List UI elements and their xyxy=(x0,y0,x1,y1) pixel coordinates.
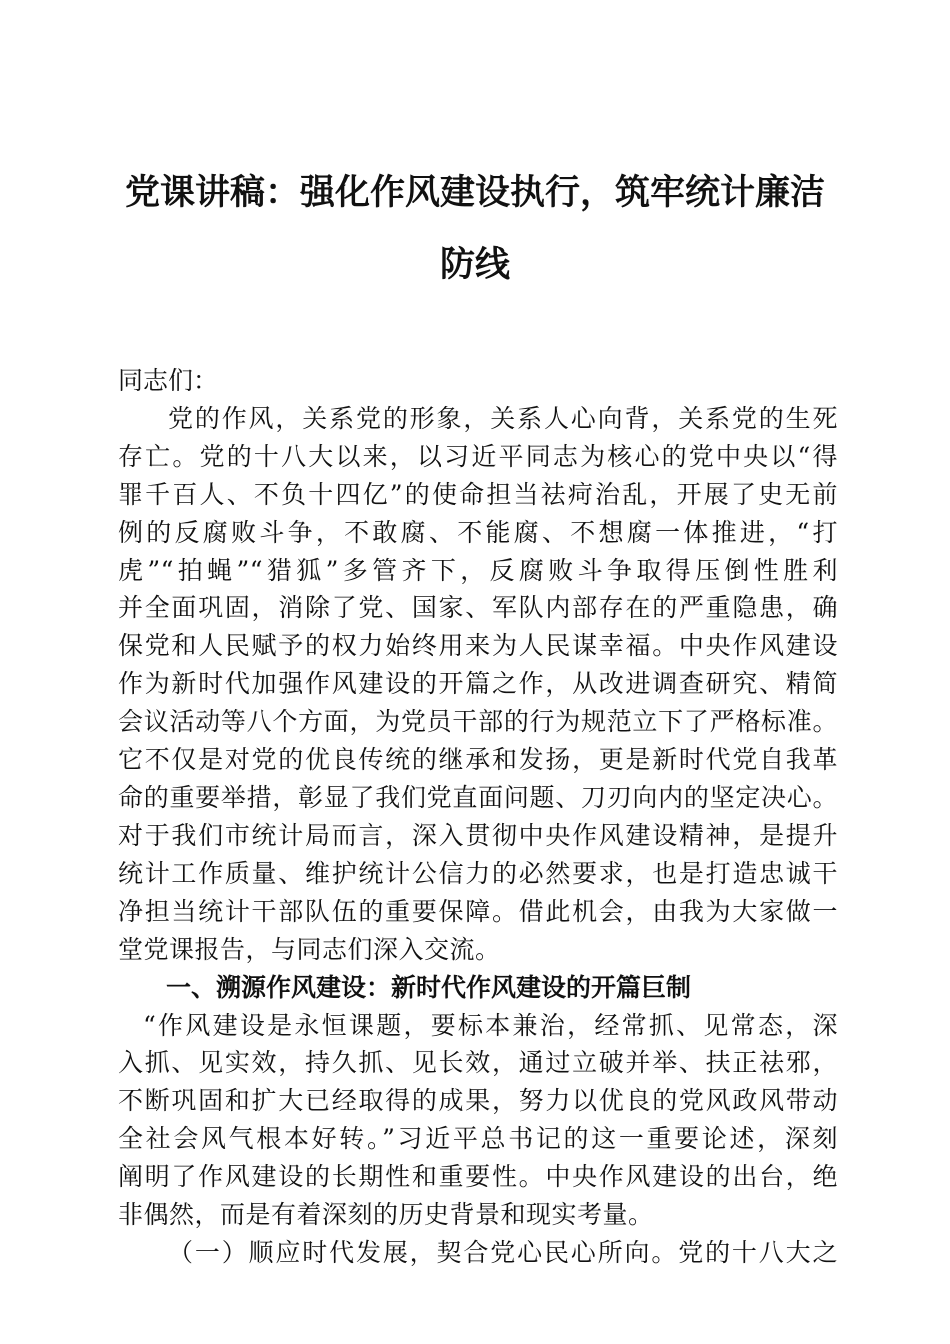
paragraph-line: 统计工作质量、维护统计公信力的必然要求，也是打造忠诚干 xyxy=(118,858,838,888)
paragraph-line: 虎”“拍蝇”“猎狐”多管齐下，反腐败斗争取得压倒性胜利 xyxy=(118,555,838,585)
paragraph-line: 对于我们市统计局而言，深入贯彻中央作风建设精神，是提升 xyxy=(118,820,838,850)
paragraph-2 xyxy=(118,1007,838,1234)
paragraph-line: 入抓、见实效，持久抓、见长效，通过立破并举、扶正祛邪， xyxy=(118,1048,838,1078)
paragraph-line: 保党和人民赋予的权力始终用来为人民谋幸福。中央作风建设 xyxy=(118,631,838,661)
paragraph-line: 它不仅是对党的优良传统的继承和发扬，更是新时代党自我革 xyxy=(118,745,838,775)
paragraph-1 xyxy=(118,400,838,969)
paragraph-line: 非偶然，而是有着深刻的历史背景和现实考量。 xyxy=(118,1200,654,1230)
paragraph-line: 堂党课报告，与同志们深入交流。 xyxy=(118,934,501,964)
paragraph-line: 党的作风，关系党的形象，关系人心向背，关系党的生死 xyxy=(168,403,838,433)
paragraph-line: （一）顺应时代发展，契合党心民心所向。党的十八大之 xyxy=(168,1237,838,1267)
paragraph-line: 例的反腐败斗争，不敢腐、不能腐、不想腐一体推进，“打 xyxy=(118,517,838,547)
paragraph-line: 全社会风气根本好转。”习近平总书记的这一重要论述，深刻 xyxy=(118,1124,838,1154)
paragraph-3 xyxy=(118,1234,838,1272)
paragraph-line: 罪千百人、不负十四亿”的使命担当祛疴治乱，开展了史无前 xyxy=(118,479,838,509)
title-line-1: 党课讲稿：强化作风建设执行，筑牢统计廉洁 xyxy=(124,173,825,213)
title-line-2: 防线 xyxy=(439,245,510,285)
paragraph-line: 并全面巩固，消除了党、国家、军队内部存在的严重隐患，确 xyxy=(118,593,838,623)
section-heading-1: 一、溯源作风建设：新时代作风建设的开篇巨制 xyxy=(166,972,692,1002)
document-title xyxy=(110,165,840,293)
paragraph-line: 不断巩固和扩大已经取得的成果，努力以优良的党风政风带动 xyxy=(118,1086,838,1116)
paragraph-line: 作为新时代加强作风建设的开篇之作，从改进调查研究、精简 xyxy=(118,669,838,699)
paragraph-line: 净担当统计干部队伍的重要保障。借此机会，由我为大家做一 xyxy=(118,896,838,926)
document-body xyxy=(118,362,838,1272)
paragraph-line: 命的重要举措，彰显了我们党直面问题、刀刃向内的坚定决心。 xyxy=(118,782,838,812)
paragraph-line: 会议活动等八个方面，为党员干部的行为规范立下了严格标准。 xyxy=(118,707,838,737)
salutation: 同志们： xyxy=(118,366,219,395)
paragraph-line: 存亡。党的十八大以来，以习近平同志为核心的党中央以“得 xyxy=(118,441,838,471)
paragraph-line: “作风建设是永恒课题，要标本兼治，经常抓、见常态，深 xyxy=(143,1010,838,1040)
paragraph-line: 阐明了作风建设的长期性和重要性。中央作风建设的出台，绝 xyxy=(118,1162,838,1192)
